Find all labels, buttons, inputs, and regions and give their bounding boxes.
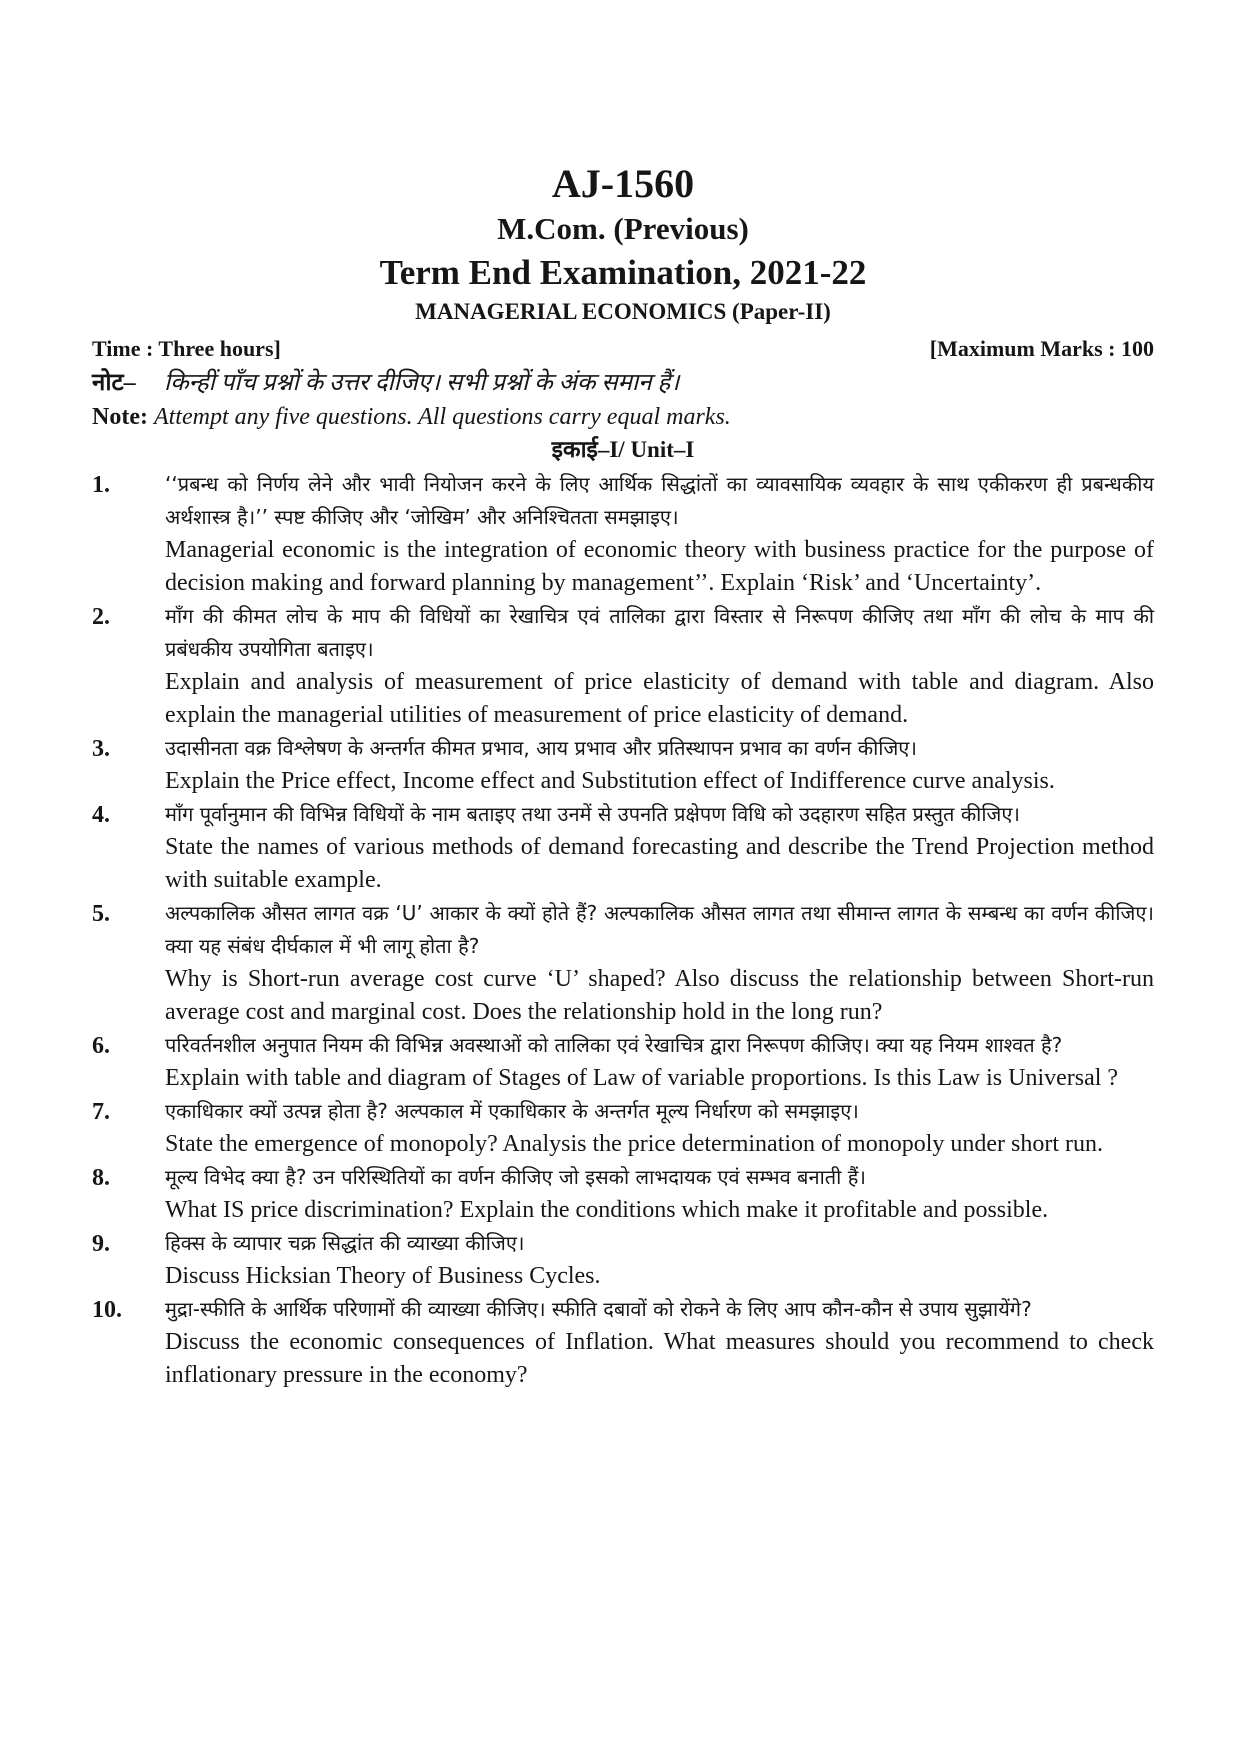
question-english: What IS price discrimination? Explain the conditions which make it profitable and possible. xyxy=(165,1197,1049,1223)
time-allowed: Time : Three hours] xyxy=(92,336,281,361)
question-english: Explain the Price effect, Income effect and Substitution effect of Indifference curve analysis. xyxy=(165,768,1055,794)
question-number: 2. xyxy=(92,604,110,630)
question-number: 5. xyxy=(92,901,110,927)
question-item xyxy=(92,1029,1154,1095)
question-english: Explain with table and diagram of Stages of Law of variable proportions. Is this Law is Universal ? xyxy=(165,1065,1119,1091)
question-english: Explain and analysis of measurement of price elasticity of demand with table and diagram. Also explain the managerial utilities of measurement of price elasticity of demand. xyxy=(165,669,1154,728)
question-number: 8. xyxy=(92,1165,110,1191)
question-item xyxy=(92,600,1154,732)
question-number: 1. xyxy=(92,472,110,498)
question-hindi: अल्पकालिक औसत लागत वक्र ‘U’ आकार के क्यों होते हैं? अल्पकालिक औसत लागत तथा सीमान्त लागत के सम्बन्ध का वर्णन कीजिए। क्या यह संबंध दीर्घकाल में भी लागू होता है? xyxy=(165,901,1154,958)
question-hindi: हिक्स के व्यापार चक्र सिद्धांत की व्याख्या कीजिए। xyxy=(165,1231,525,1255)
question-hindi: मूल्य विभेद क्या है? उन परिस्थितियों का वर्णन कीजिए जो इसको लाभदायक एवं सम्भव बनाती हैं। xyxy=(165,1165,866,1189)
question-english: Discuss Hicksian Theory of Business Cycles. xyxy=(165,1263,601,1289)
question-item xyxy=(92,1227,1154,1293)
question-number: 6. xyxy=(92,1033,110,1059)
title-block xyxy=(92,160,1154,328)
question-hindi: परिवर्तनशील अनुपात नियम की विभिन्न अवस्थाओं को तालिका एवं रेखाचित्र द्वारा निरूपण कीजिए। क्या यह नियम शाश्वत है? xyxy=(165,1033,1063,1057)
question-body xyxy=(165,468,1154,600)
question-item xyxy=(92,1293,1154,1392)
english-note-text: Attempt any five questions. All questions carry equal marks. xyxy=(153,404,731,430)
question-english: Why is Short-run average cost curve ‘U’ shaped? Also discuss the relationship between Short-run average cost and marginal cost. Does the relationship hold in the long run? xyxy=(165,966,1154,1025)
question-body xyxy=(165,897,1154,1029)
question-list xyxy=(92,468,1154,1392)
question-hindi: मुद्रा-स्फीति के आर्थिक परिणामों की व्याख्या कीजिए। स्फीति दबावों को रोकने के लिए आप कौन-कौन से उपाय सुझायेंगे? xyxy=(165,1297,1032,1321)
course-name: M.Com. (Previous) xyxy=(497,211,749,246)
english-note xyxy=(92,400,1154,434)
question-english: Discuss the economic consequences of Inflation. What measures should you recommend to check inflationary pressure in the economy? xyxy=(165,1329,1154,1388)
question-number: 3. xyxy=(92,736,110,762)
question-item xyxy=(92,468,1154,600)
question-english: State the names of various methods of demand forecasting and describe the Trend Projection method with suitable example. xyxy=(165,834,1154,893)
question-number: 9. xyxy=(92,1231,110,1257)
question-english: State the emergence of monopoly? Analysis the price determination of monopoly under short run. xyxy=(165,1131,1103,1157)
question-hindi: एकाधिकार क्यों उत्पन्न होता है? अल्पकाल में एकाधिकार के अन्तर्गत मूल्य निर्धारण को समझाइए। xyxy=(165,1099,859,1123)
question-body xyxy=(165,600,1154,732)
question-body xyxy=(165,798,1154,897)
question-item xyxy=(92,1095,1154,1161)
subject-title: MANAGERIAL ECONOMICS (Paper-II) xyxy=(415,299,831,324)
question-number: 7. xyxy=(92,1099,110,1125)
time-marks-row xyxy=(92,332,1154,366)
question-body xyxy=(165,1293,1154,1392)
question-hindi: उदासीनता वक्र विश्लेषण के अन्तर्गत कीमत प्रभाव, आय प्रभाव और प्रतिस्थापन प्रभाव का वर्णन कीजिए। xyxy=(165,736,917,760)
paper-code: AJ-1560 xyxy=(551,161,695,206)
question-body xyxy=(165,1161,1154,1227)
question-item xyxy=(92,1161,1154,1227)
question-english: Managerial economic is the integration of economic theory with business practice for the purpose of decision making and forward planning by management’’. Explain ‘Risk’ and ‘Uncertainty’. xyxy=(165,537,1154,596)
question-hindi: माँग पूर्वानुमान की विभिन्न विधियों के नाम बताइए तथा उनमें से उपनति प्रक्षेपण विधि को उदहारण सहित प्रस्तुत कीजिए। xyxy=(165,802,1021,826)
english-note-label: Note: xyxy=(92,404,148,430)
hindi-note xyxy=(92,366,1154,400)
question-item xyxy=(92,798,1154,897)
maximum-marks: [Maximum Marks : 100 xyxy=(929,336,1154,361)
question-body xyxy=(165,732,1154,798)
exam-title: Term End Examination, 2021-22 xyxy=(379,253,867,292)
unit-heading: इकाई–I/ Unit–I xyxy=(551,437,695,462)
question-number: 10. xyxy=(92,1297,122,1323)
question-number: 4. xyxy=(92,802,110,828)
question-body xyxy=(165,1029,1154,1095)
hindi-note-text: किन्हीं पाँच प्रश्नों के उत्तर दीजिए। सभी प्रश्नों के अंक समान हैं। xyxy=(164,370,680,396)
question-hindi: माँग की कीमत लोच के माप की विधियों का रेखाचित्र एवं तालिका द्वारा विस्तार से निरूपण कीजिए तथा माँग की लोच के माप की प्रबंधकीय उपयोगिता बताइए। xyxy=(165,604,1154,661)
question-body xyxy=(165,1095,1154,1161)
question-item xyxy=(92,897,1154,1029)
question-body xyxy=(165,1227,1154,1293)
question-item xyxy=(92,732,1154,798)
question-hindi: ‘‘प्रबन्ध को निर्णय लेने और भावी नियोजन करने के लिए आर्थिक सिद्धांतों का व्यावसायिक व्यवहार के साथ एकीकरण ही प्रबन्धकीय अर्थशास्त्र है।’’ स्पष्ट कीजिए और ‘जोखिम’ और अनिश्चितता समझाइए। xyxy=(165,472,1154,529)
hindi-note-label: नोट– xyxy=(92,370,136,396)
